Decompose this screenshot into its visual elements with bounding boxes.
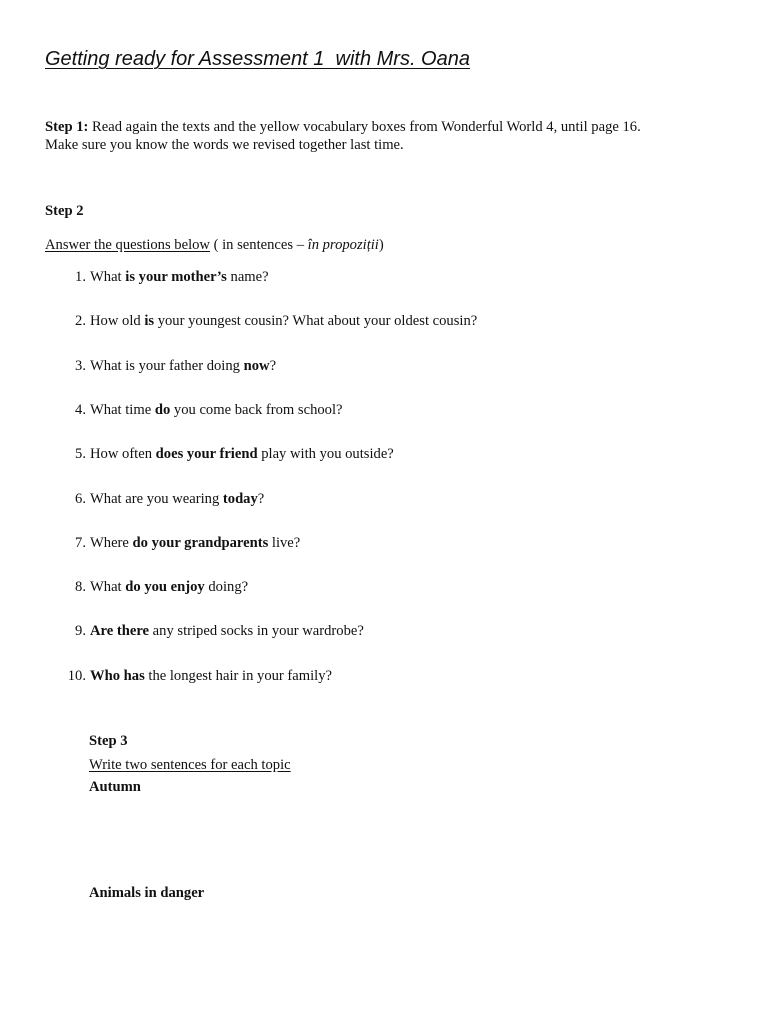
- step3-heading: [89, 732, 128, 750]
- question-number: 3.: [75, 358, 86, 374]
- topic-animals-text: Animals in danger: [89, 885, 205, 901]
- question-number: 2.: [75, 313, 86, 329]
- step2-heading: Step 2: [45, 203, 84, 219]
- question-text-bold: do: [154, 402, 171, 418]
- question-text-part: What time: [90, 402, 155, 418]
- question-text: [90, 490, 264, 508]
- question-text-part: ?: [269, 358, 277, 374]
- question-text-part: live?: [268, 535, 301, 551]
- question-text: [90, 312, 477, 330]
- step2-instruction: [45, 236, 384, 254]
- question-number: 1.: [75, 269, 86, 285]
- question-text-part: your youngest cousin? What about your oldest cousin?: [154, 313, 478, 329]
- question-number: 6.: [75, 491, 86, 507]
- question-text-bold: does your friend: [155, 446, 258, 462]
- question-text-part: What: [90, 269, 126, 285]
- step2-instruction-end: ): [378, 237, 384, 253]
- question-text-part: What are you wearing: [90, 491, 223, 507]
- question-text: [90, 622, 364, 640]
- question-number: 5.: [75, 446, 86, 462]
- topic-animals-in-danger: [89, 884, 204, 902]
- question-text: [90, 401, 343, 419]
- step3-heading-text: Step 3: [89, 733, 128, 749]
- topic-autumn: [89, 778, 141, 796]
- question-text: [90, 667, 332, 685]
- question-number: 8.: [75, 579, 86, 595]
- question-text-bold: today: [222, 491, 258, 507]
- question-text-part: Where: [90, 535, 133, 551]
- question-text: [90, 357, 276, 375]
- question-text-bold: is your mother’s: [125, 269, 227, 285]
- step2-instruction-underlined: Answer the questions below: [45, 237, 210, 253]
- question-number: 4.: [75, 402, 86, 418]
- step1-paragraph: [45, 118, 655, 154]
- question-text-bold: Are there: [90, 623, 150, 639]
- question-text-part: the longest hair in your family?: [144, 668, 332, 684]
- step2-instruction-italic: în propoziții: [307, 237, 379, 253]
- question-text-part: doing?: [204, 579, 249, 595]
- question-text-part: any striped socks in your wardrobe?: [149, 623, 364, 639]
- question-number: 7.: [75, 535, 86, 551]
- question-text-part: How old: [90, 313, 145, 329]
- question-text-bold: do you enjoy: [125, 579, 205, 595]
- step1-text: Read again the texts and the yellow vocabulary boxes from Wonderful World 4, until page 16. Make sure you know the words we revised together last time.: [45, 119, 641, 153]
- question-number: 10.: [67, 668, 86, 684]
- question-text: [90, 268, 269, 286]
- question-text: [90, 445, 394, 463]
- question-text-bold: Who has: [90, 668, 145, 684]
- step2-instruction-rest: ( in sentences –: [209, 237, 308, 253]
- page-title: Getting ready for Assessment 1 with Mrs. Oana: [45, 48, 470, 70]
- question-text-part: What: [90, 579, 126, 595]
- question-text-part: How often: [90, 446, 156, 462]
- question-text-part: play with you outside?: [257, 446, 394, 462]
- question-text: [90, 578, 248, 596]
- question-text: [90, 534, 300, 552]
- question-text-part: What is your father doing: [90, 358, 244, 374]
- step3-instruction: Write two sentences for each topic: [89, 757, 291, 773]
- question-text-part: name?: [226, 269, 269, 285]
- topic-autumn-text: Autumn: [89, 779, 141, 795]
- question-text-part: you come back from school?: [170, 402, 343, 418]
- question-number: 9.: [75, 623, 86, 639]
- question-text-bold: do your grandparents: [132, 535, 269, 551]
- question-text-part: ?: [257, 491, 265, 507]
- question-text-bold: is: [144, 313, 155, 329]
- question-text-bold: now: [243, 358, 270, 374]
- step1-label: Step 1:: [45, 119, 89, 135]
